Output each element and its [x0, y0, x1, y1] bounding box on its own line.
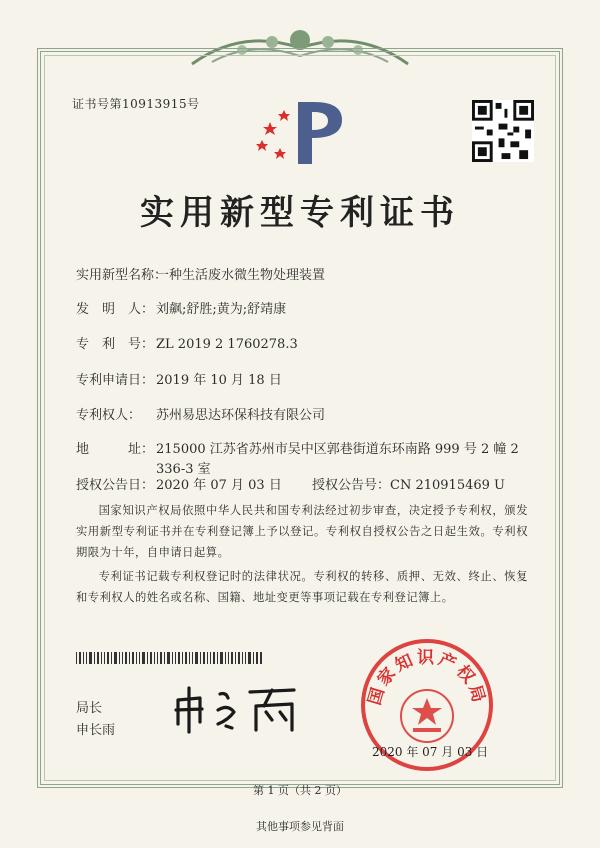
field-label: 专 利 号：	[76, 337, 155, 352]
field-label: 实用新型名称：	[76, 268, 168, 283]
field-address-line2: 336-3 室	[156, 462, 211, 477]
field-label: 地 址：	[76, 442, 155, 457]
field-label: 授权公告日：	[76, 478, 155, 493]
field-value: 2019 年 10 月 18 日	[156, 373, 282, 388]
field-filing-date	[76, 369, 282, 388]
field-value: 一种生活废水微生物处理装置	[156, 268, 326, 283]
field-value: ZL 2019 2 1760278.3	[156, 337, 298, 352]
director-signature	[168, 680, 308, 736]
field-value: 苏州易思达环保科技有限公司	[156, 408, 326, 423]
seal-date: 2020 年 07 月 03 日	[372, 745, 489, 759]
field-patentee	[76, 404, 325, 423]
director-block	[76, 698, 115, 742]
field-grant-number	[312, 474, 505, 493]
statement-paragraph-1: 国家知识产权局依照中华人民共和国专利法经过初步审查，决定授予专利权，颁发实用新型专利证书并在专利登记簿上予以登记。专利权自授权公告之日起生效。专利权期限为十年，自申请日起算。	[76, 504, 528, 559]
field-label: 专利权人：	[76, 408, 142, 423]
page-number: 第 1 页（共 2 页）	[253, 784, 347, 797]
patent-office-logo	[254, 92, 350, 170]
director-title: 局长	[76, 701, 103, 716]
field-address	[76, 438, 519, 457]
field-patent-number	[76, 333, 298, 352]
barcode	[76, 652, 262, 664]
field-grant-date	[76, 474, 282, 493]
field-value: 215000 江苏省苏州市吴中区郭巷街道东环南路 999 号 2 幢 2	[156, 442, 519, 457]
field-label: 发 明 人：	[76, 302, 155, 317]
qr-code	[472, 100, 534, 162]
statement-paragraph-2: 专利证书记载专利权登记时的法律状况。专利权的转移、质押、无效、终止、恢复和专利权人的姓名或名称、国籍、地址变更等事项记载在专利登记簿上。	[76, 570, 528, 604]
field-value: 2020 年 07 月 03 日	[156, 478, 282, 493]
field-label: 授权公告号：	[312, 478, 391, 493]
footer-note: 其他事项参见背面	[256, 820, 344, 833]
field-inventor	[76, 298, 286, 317]
field-label: 专利申请日：	[76, 373, 155, 388]
document-title: 实用新型专利证书	[140, 193, 460, 233]
field-value: CN 210915469 U	[390, 478, 505, 493]
director-name: 申长雨	[76, 723, 116, 738]
field-value: 刘飙;舒胜;黄为;舒靖康	[156, 302, 287, 317]
field-utility-model-name	[76, 264, 325, 283]
certificate-number: 证书号第10913915号	[72, 97, 200, 111]
seal-text: 国家知识产权局	[364, 648, 490, 708]
